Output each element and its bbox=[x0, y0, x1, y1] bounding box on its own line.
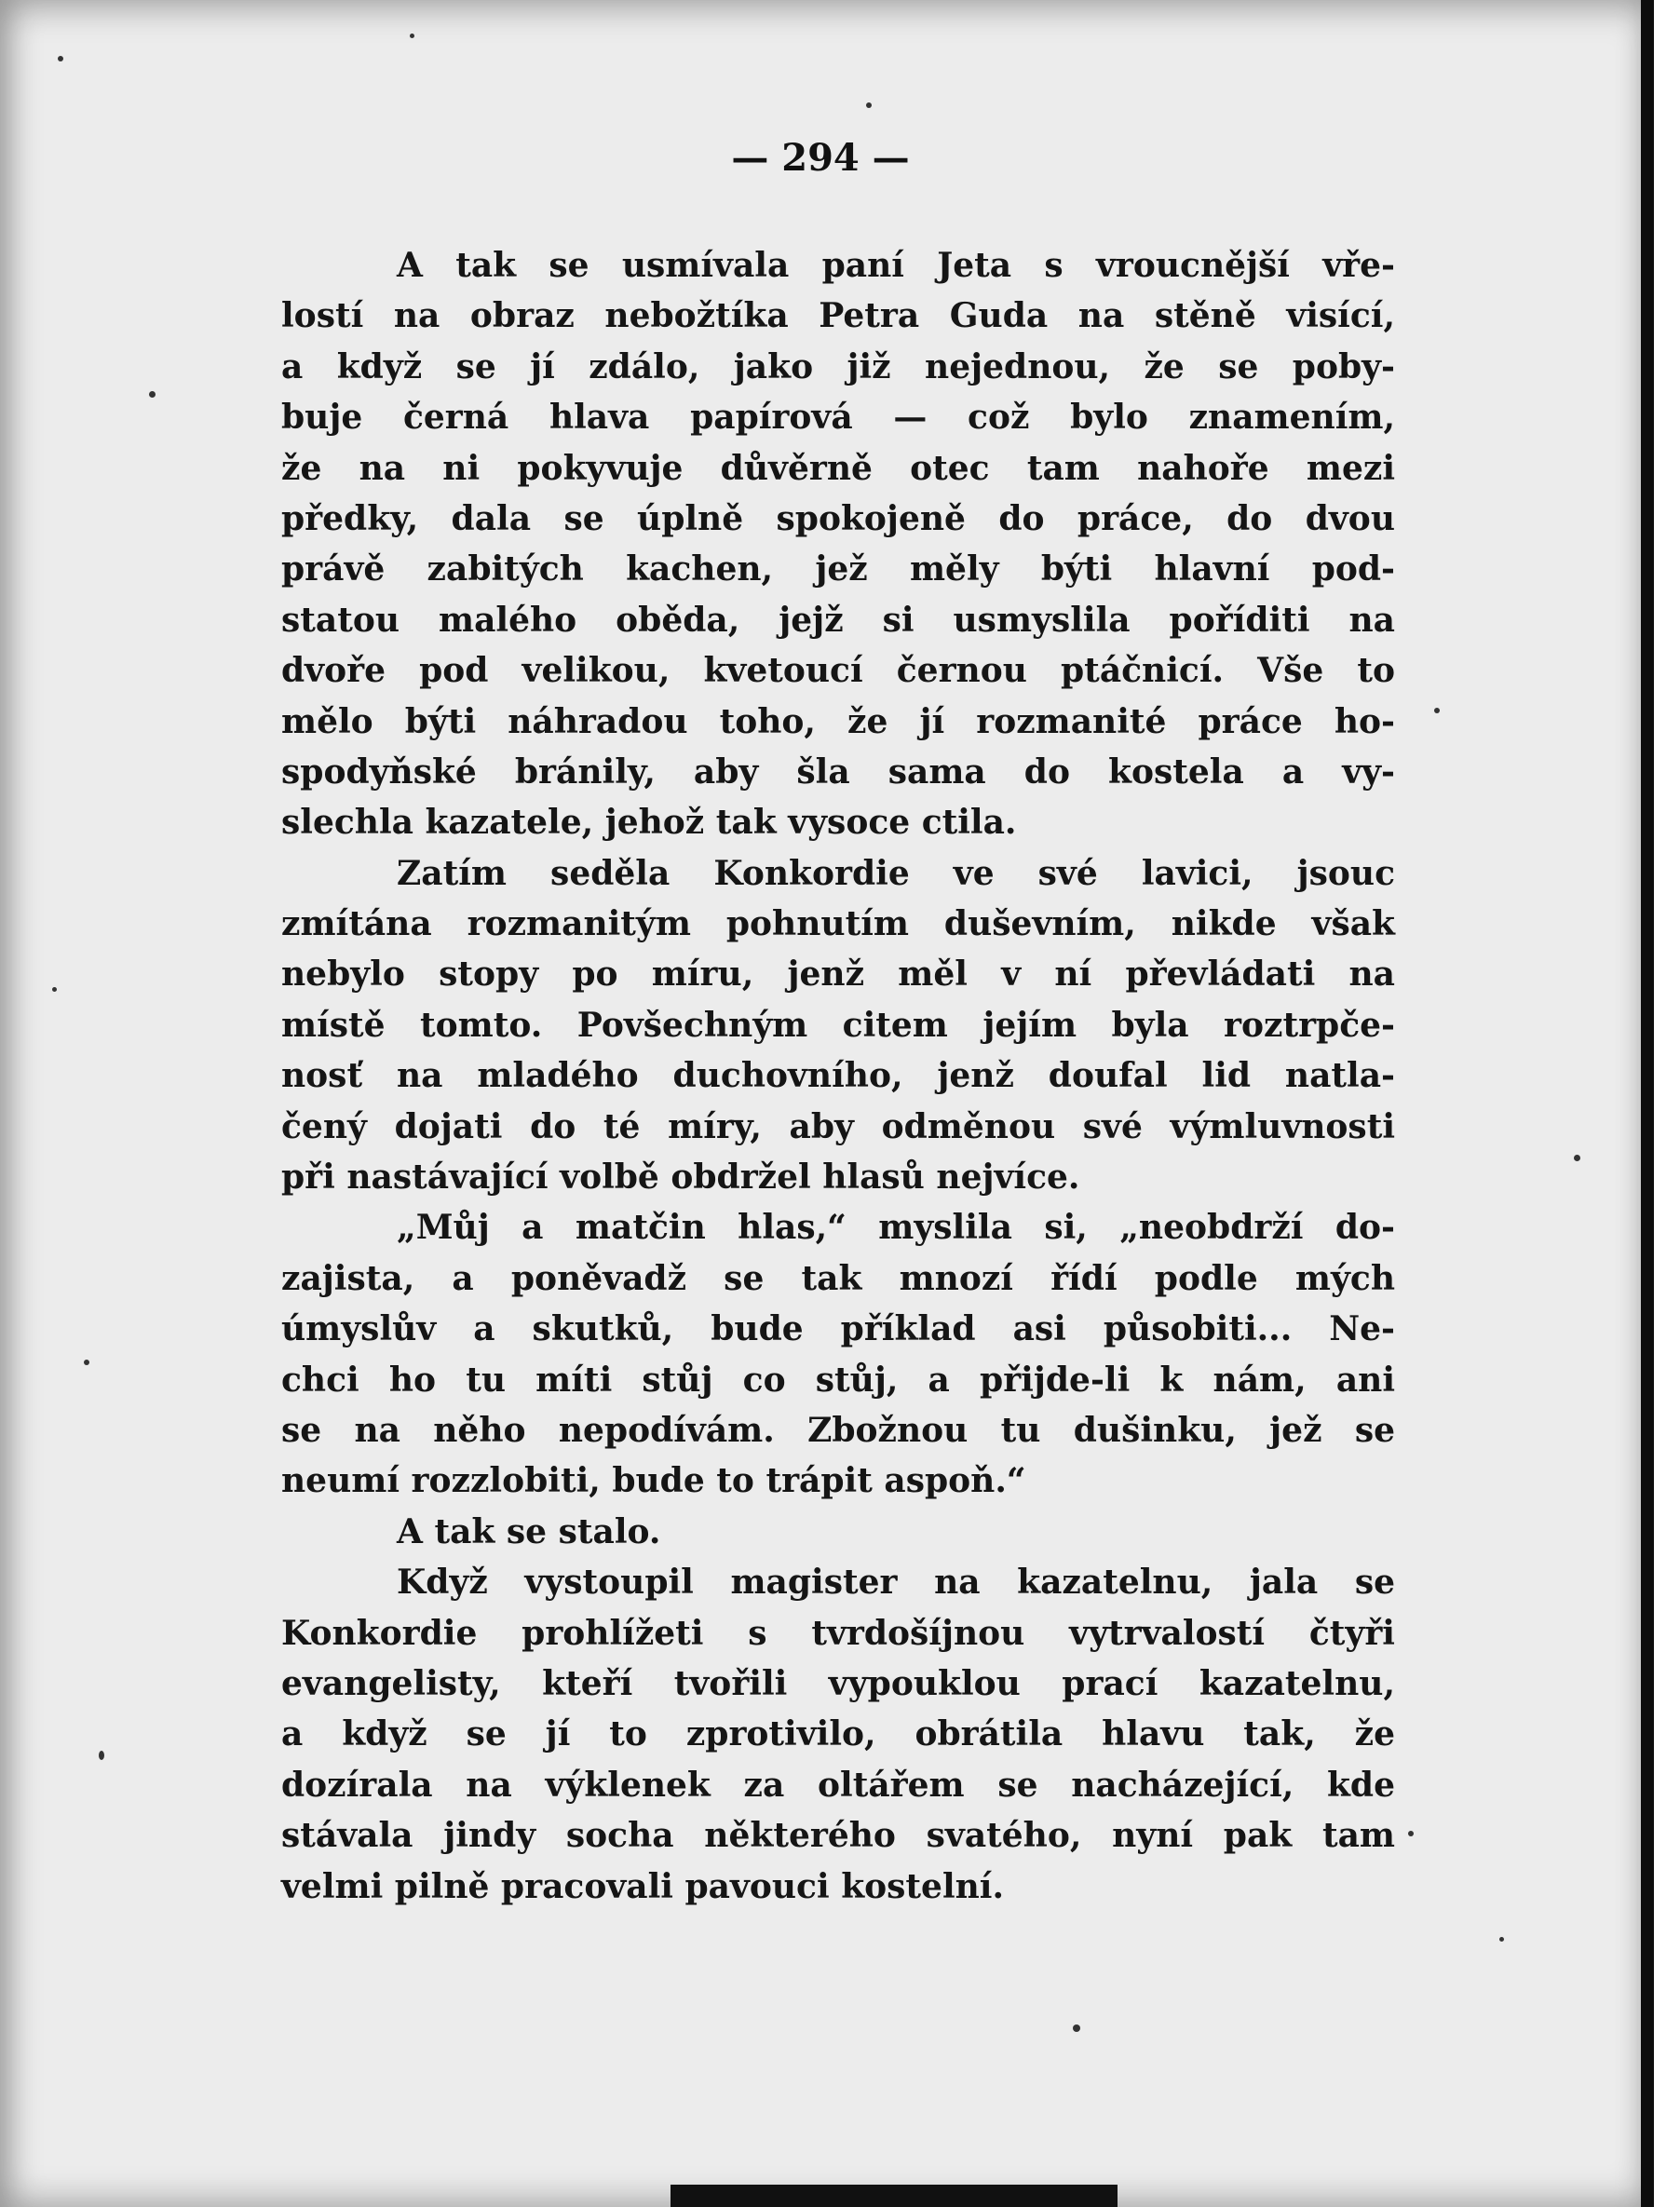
text-line: chci ho tu míti stůj co stůj, a přijde-li k nám, ani bbox=[281, 1360, 1395, 1400]
text-line: Konkordie prohlížeti s tvrdošíjnou vytrvalostí čtyři bbox=[281, 1613, 1395, 1653]
page-number: — 294 — bbox=[731, 136, 910, 180]
text-line: statou malého oběda, jejž si usmyslila poříditi na bbox=[281, 600, 1395, 640]
text-line: a když se jí to zprotivilo, obrátila hlavu tak, že bbox=[281, 1714, 1395, 1754]
scan-speck bbox=[1408, 1831, 1414, 1836]
text-line: evangelisty, kteří tvořili vypouklou prací kazatelnu, bbox=[281, 1663, 1395, 1703]
scan-speck bbox=[410, 34, 414, 38]
text-line: slechla kazatele, jehož tak vysoce ctila. bbox=[281, 803, 1017, 843]
scan-speck bbox=[1073, 2024, 1080, 2032]
text-line: úmyslův a skutků, bude příklad asi působiti... Ne- bbox=[281, 1309, 1395, 1349]
scan-speck bbox=[1434, 708, 1440, 713]
text-line: předky, dala se úplně spokojeně do práce, do dvou bbox=[281, 498, 1395, 538]
text-line: velmi pilně pracovali pavouci kostelní. bbox=[281, 1866, 1005, 1906]
body-text bbox=[281, 240, 1395, 1912]
text-line: dvoře pod velikou, kvetoucí černou ptáčnicí. Vše to bbox=[281, 651, 1395, 691]
text-line: místě tomto. Povšechným citem jejím byla roztrpče- bbox=[281, 1005, 1395, 1045]
text-line: buje černá hlava papírová — což bylo znamením, bbox=[281, 398, 1395, 438]
text-line: spodyňské bránily, aby šla sama do kostela a vy- bbox=[281, 751, 1395, 792]
text-line: nebylo stopy po míru, jenž měl v ní převládati na bbox=[281, 955, 1395, 995]
text-line: lostí na obraz nebožtíka Petra Guda na stěně visící, bbox=[281, 296, 1395, 336]
text-line: Zatím seděla Konkordie ve své lavici, jsouc bbox=[397, 853, 1395, 893]
text-line: dozírala na výklenek za oltářem se nacházející, kde bbox=[281, 1765, 1395, 1805]
text-line: a když se jí zdálo, jako již nejednou, že se poby- bbox=[281, 346, 1395, 386]
text-line: A tak se usmívala paní Jeta s vroucnější vře- bbox=[397, 246, 1395, 285]
scan-speck bbox=[1574, 1155, 1580, 1161]
scan-speck bbox=[866, 102, 872, 108]
text-line: právě zabitých kachen, jež měly býti hlavní pod- bbox=[281, 549, 1395, 589]
text-line: neumí rozzlobiti, bude to trápit aspoň.“ bbox=[281, 1461, 1026, 1501]
text-line: při nastávající volbě obdržel hlasů nejvíce. bbox=[281, 1158, 1080, 1198]
text-line: zajista, a poněvadž se tak mnozí řídí podle mých bbox=[281, 1258, 1395, 1298]
scan-speck bbox=[99, 1751, 104, 1760]
text-line: mělo býti náhradou toho, že jí rozmanité práce ho- bbox=[281, 701, 1395, 741]
text-line: zmítána rozmanitým pohnutím duševním, nikde však bbox=[281, 904, 1395, 944]
scan-speck bbox=[1499, 1937, 1504, 1942]
scan-speck bbox=[58, 56, 63, 61]
scan-speck bbox=[149, 391, 156, 398]
text-line: „Můj a matčin hlas,“ myslila si, „neobdrží do- bbox=[397, 1208, 1395, 1248]
text-line: že na ni pokyvuje důvěrně otec tam nahoře mezi bbox=[281, 448, 1395, 488]
scan-speck bbox=[52, 987, 57, 992]
text-line: čený dojati do té míry, aby odměnou své výmluvnosti bbox=[281, 1106, 1395, 1146]
text-line: stávala jindy socha některého svatého, nyní pak tam bbox=[281, 1816, 1395, 1856]
text-line: se na něho nepodívám. Zbožnou tu dušinku, jež se bbox=[281, 1410, 1395, 1450]
scan-speck bbox=[84, 1360, 89, 1365]
binding-strip bbox=[671, 2185, 1118, 2207]
text-line: nosť na mladého duchovního, jenž doufal lid natla- bbox=[281, 1056, 1395, 1096]
page-edge-shadow bbox=[1641, 0, 1654, 2207]
text-line: Když vystoupil magister na kazatelnu, jala se bbox=[397, 1563, 1395, 1603]
text-line: A tak se stalo. bbox=[397, 1511, 661, 1551]
